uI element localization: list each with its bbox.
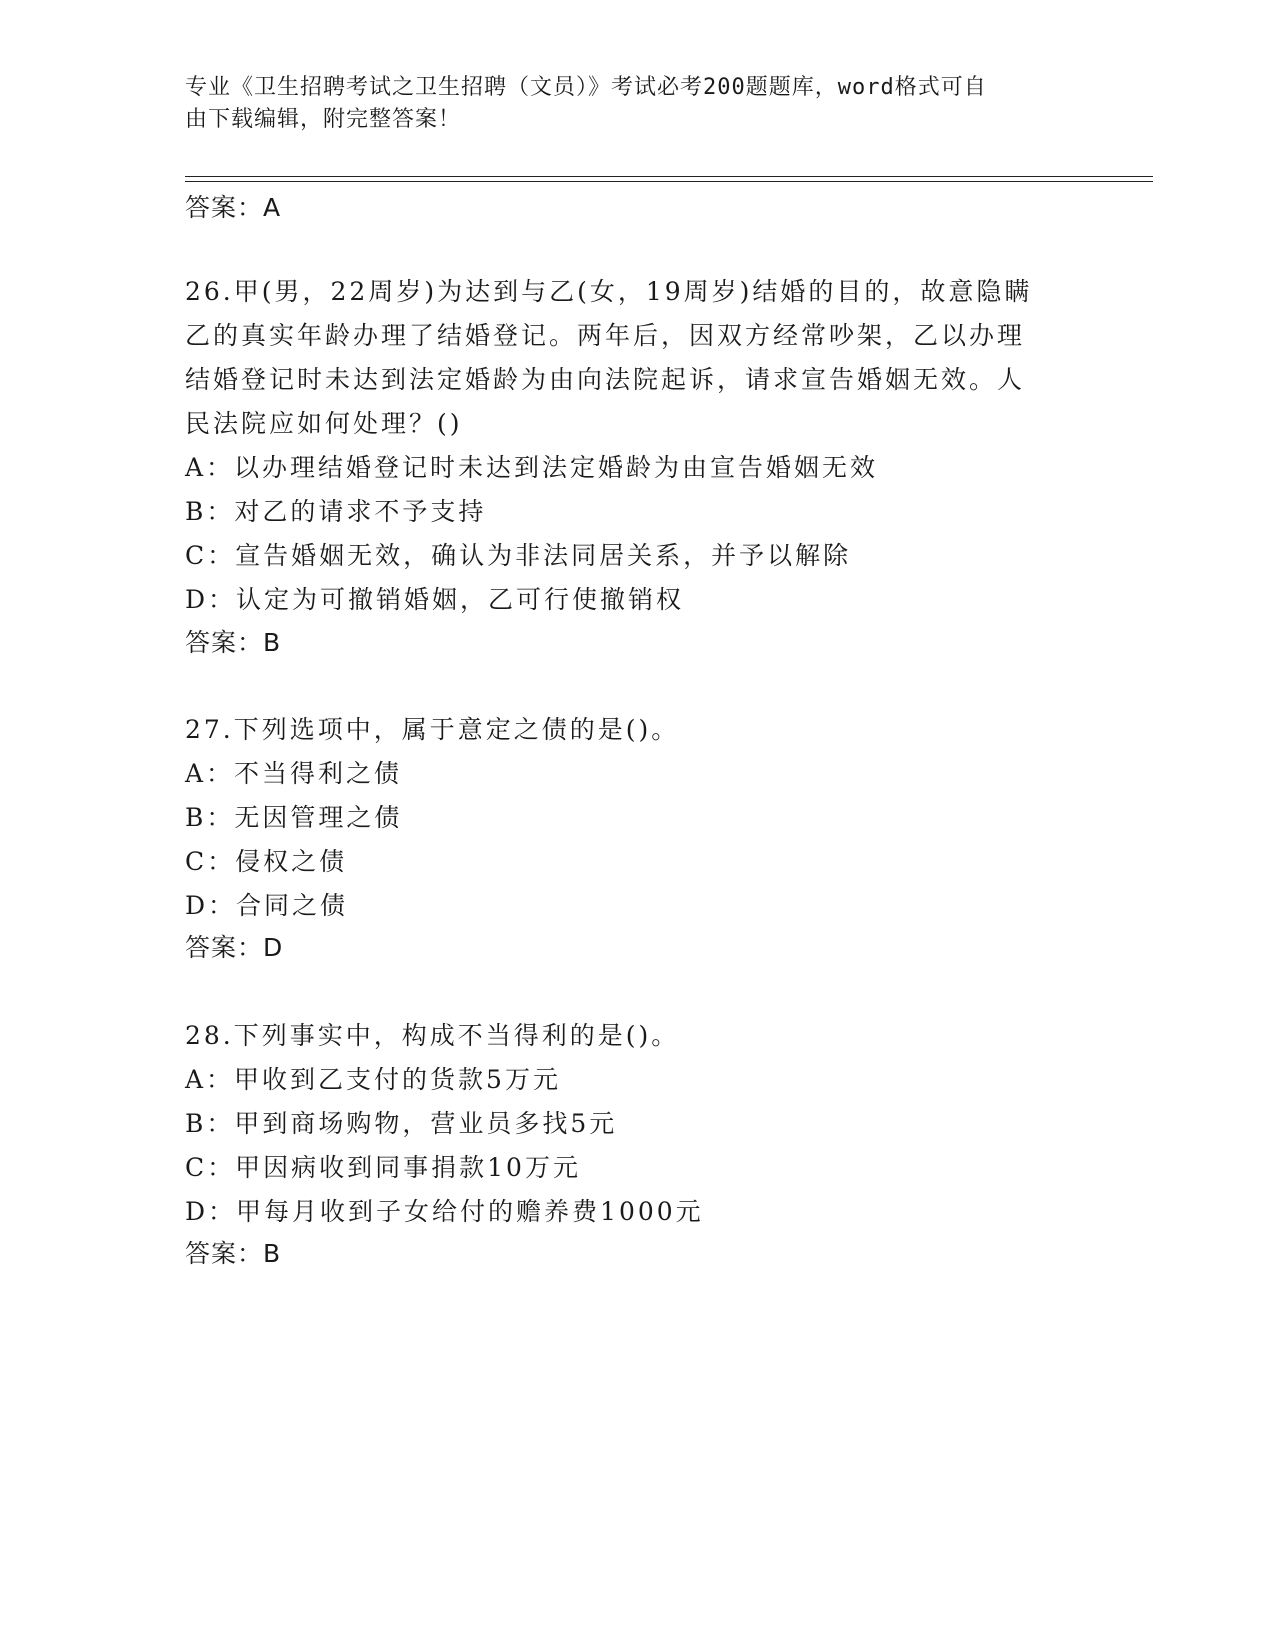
question-26-option-d: D：认定为可撤销婚姻，乙可行使撤销权	[185, 585, 685, 614]
question-28-answer: 答案：B	[185, 1239, 282, 1268]
question-26-option-b: B：对乙的请求不予支持	[185, 497, 487, 526]
question-26-stem-line-1: 26.甲(男，22周岁)为达到与乙(女，19周岁)结婚的目的，故意隐瞒	[185, 277, 1033, 306]
question-28-stem-line-1: 28.下列事实中，构成不当得利的是()。	[185, 1021, 680, 1050]
document-header	[185, 72, 1065, 136]
header-divider-top	[185, 176, 1153, 177]
question-27-option-a: A：不当得利之债	[185, 759, 403, 788]
question-26-option-a: A：以办理结婚登记时未达到法定婚龄为由宣告婚姻无效	[185, 453, 879, 482]
header-line-2: 由下载编辑，附完整答案！	[185, 107, 462, 132]
question-26-stem-line-2: 乙的真实年龄办理了结婚登记。两年后，因双方经常吵架，乙以办理	[185, 321, 1026, 350]
question-28-option-a: A：甲收到乙支付的货款5万元	[185, 1065, 561, 1094]
header-line-1: 专业《卫生招聘考试之卫生招聘（文员）》考试必考200题题库，word格式可自	[185, 75, 987, 100]
question-28-option-b: B：甲到商场购物，营业员多找5元	[185, 1109, 618, 1138]
question-27-option-c: C：侵权之债	[185, 847, 348, 876]
question-27-option-d: D：合同之债	[185, 891, 349, 920]
question-26-stem-line-3: 结婚登记时未达到法定婚龄为由向法院起诉，请求宣告婚姻无效。人	[185, 365, 1026, 394]
question-26-answer: 答案：B	[185, 628, 282, 657]
question-28-option-c: C：甲因病收到同事捐款10万元	[185, 1153, 581, 1182]
answer-previous: 答案：A	[185, 193, 282, 222]
question-26-stem-line-4: 民法院应如何处理？()	[185, 409, 463, 438]
question-27-option-b: B：无因管理之债	[185, 803, 403, 832]
question-28-option-d: D：甲每月收到子女给付的赡养费1000元	[185, 1197, 704, 1226]
question-27-answer: 答案：D	[185, 933, 284, 962]
header-divider-bottom	[185, 181, 1153, 182]
question-27-stem-line-1: 27.下列选项中，属于意定之债的是()。	[185, 715, 680, 744]
question-26-option-c: C：宣告婚姻无效，确认为非法同居关系，并予以解除	[185, 541, 852, 570]
